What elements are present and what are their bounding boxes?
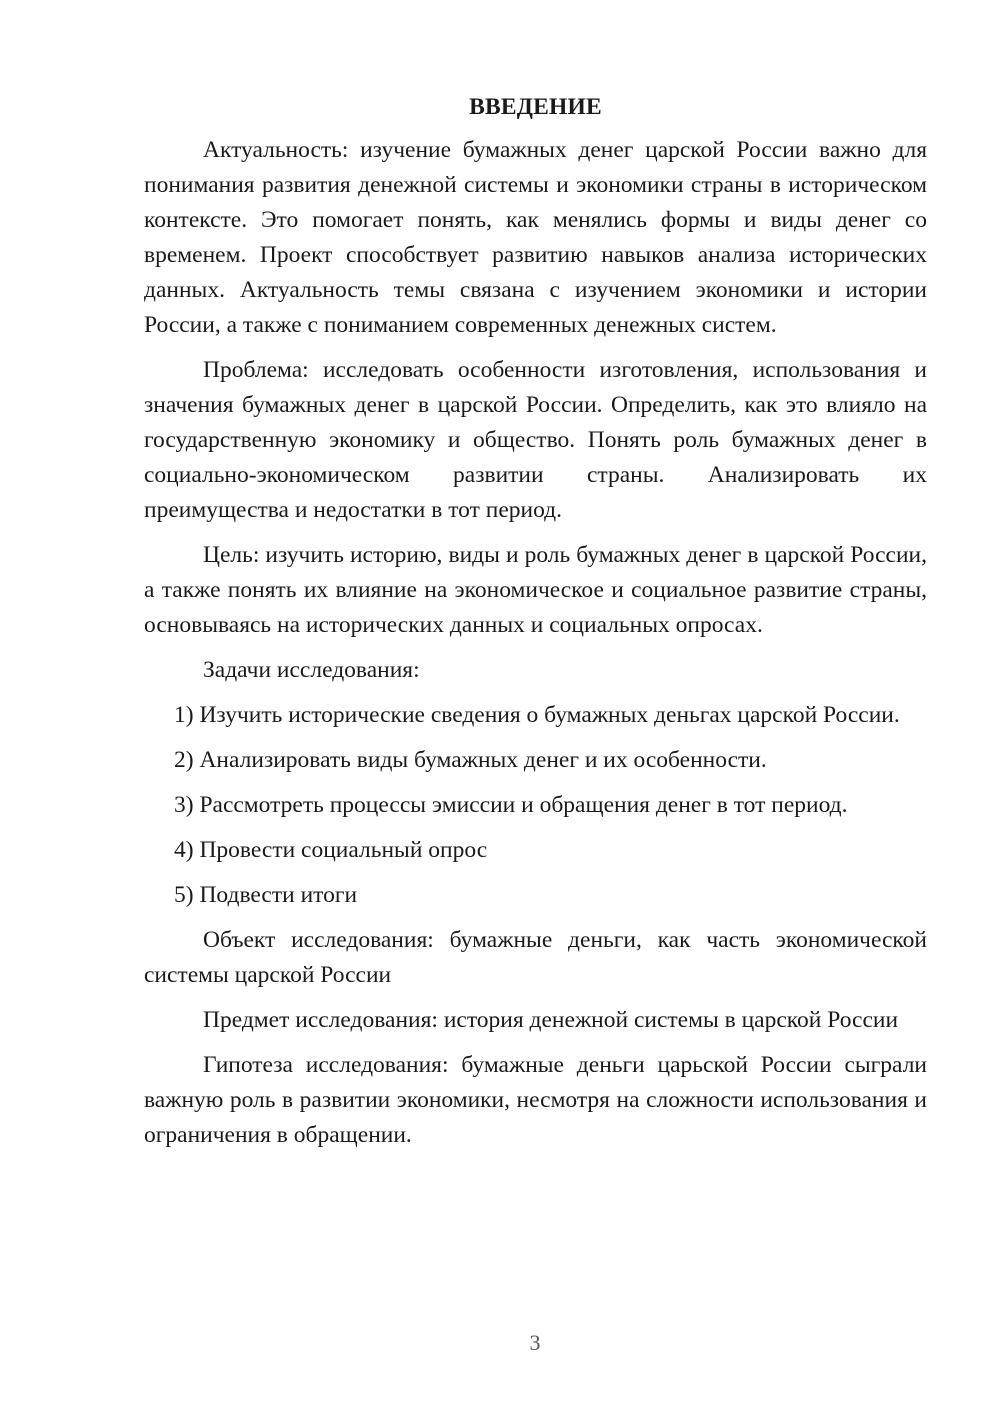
task-item: 4) Провести социальный опрос xyxy=(174,837,488,863)
tasks-list xyxy=(144,698,927,913)
problem-paragraph: Проблема: исследовать особенности изготовления, использования и значения бумажных денег в царской России. Определить, как это влияло на государственную экономику и общество. Понять роль бумажных денег в социально-экономическом развитии страны. Анализировать их преимущества и недостатки в тот период. xyxy=(144,357,927,523)
task-item: 5) Подвести итоги xyxy=(174,882,358,908)
subject-paragraph: Предмет исследования: история денежной системы в царской России xyxy=(203,1007,899,1033)
document-page xyxy=(144,90,927,1163)
task-item: 1) Изучить исторические сведения о бумажных деньгах царской России. xyxy=(174,702,900,728)
relevance-paragraph: Актуальность: изучение бумажных денег царской России важно для понимания развития денежной системы и экономики страны в историческом контексте. Это помогает понять, как менялись формы и виды денег со временем. Проект способствует развитию навыков анализа исторических данных. Актуальность темы связана с изучением экономики и истории России, а также с пониманием современных денежных систем. xyxy=(144,137,927,338)
task-item: 3) Рассмотреть процессы эмиссии и обращения денег в тот период. xyxy=(174,792,848,818)
page-number: 3 xyxy=(529,1330,541,1355)
tasks-heading: Задачи исследования: xyxy=(203,657,420,683)
page-title: ВВЕДЕНИЕ xyxy=(469,94,602,120)
hypothesis-paragraph: Гипотеза исследования: бумажные деньги царьской России сыграли важную роль в развитии экономики, несмотря на сложности использования и ограничения в обращении. xyxy=(144,1052,927,1148)
object-paragraph: Объект исследования: бумажные деньги, как часть экономической системы царской России xyxy=(144,927,927,988)
goal-paragraph: Цель: изучить историю, виды и роль бумажных денег в царской России, а также понять их влияние на экономическое и социальное развитие страны, основываясь на исторических данных и социальных опросах. xyxy=(144,542,927,638)
task-item: 2) Анализировать виды бумажных денег и их особенности. xyxy=(174,747,767,773)
